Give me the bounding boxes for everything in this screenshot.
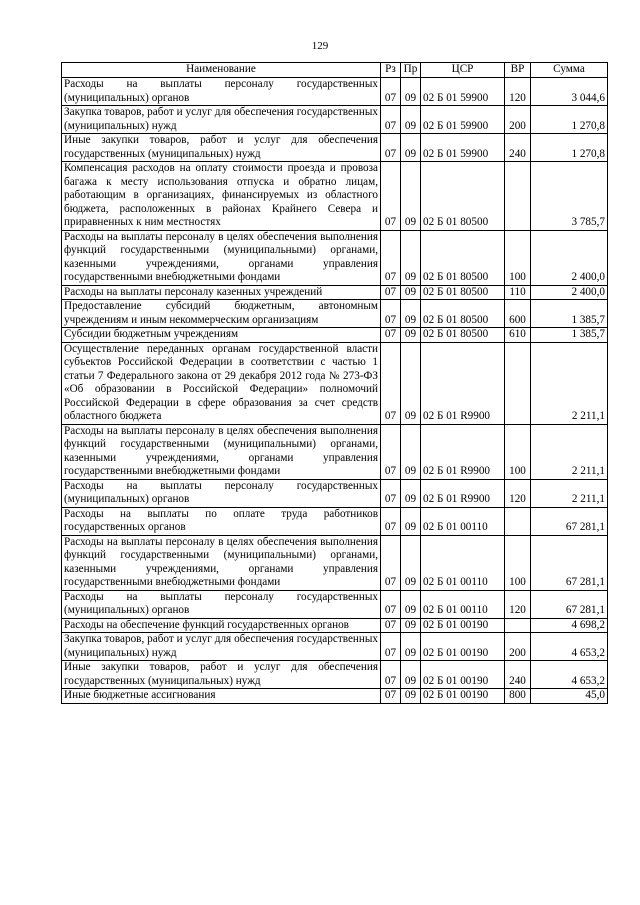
row-sum: 45,0: [531, 689, 608, 704]
row-name: Предоставление субсидий бюджетным, автономным учреждениям и иным некоммерческим организациям: [62, 300, 381, 328]
row-vr: 610: [505, 328, 531, 343]
row-rz: 07: [381, 285, 401, 300]
header-name: Наименование: [62, 63, 381, 78]
row-pr: 09: [401, 134, 421, 162]
row-pr: 09: [401, 162, 421, 231]
row-sum: 1 270,8: [531, 106, 608, 134]
header-rz: Рз: [381, 63, 401, 78]
row-name: Иные закупки товаров, работ и услуг для обеспечения государственных (муниципальных) нужд: [62, 661, 381, 689]
row-sum: 67 281,1: [531, 590, 608, 618]
row-name: Закупка товаров, работ и услуг для обеспечения государственных (муниципальных) нужд: [62, 633, 381, 661]
table-row: [62, 689, 608, 704]
row-vr: 100: [505, 424, 531, 479]
row-pr: 09: [401, 342, 421, 424]
row-csr: 02 Б 01 59900: [421, 134, 505, 162]
row-name: Расходы на выплаты персоналу государственных (муниципальных) органов: [62, 590, 381, 618]
row-vr: 120: [505, 78, 531, 106]
row-sum: 4 653,2: [531, 661, 608, 689]
row-name: Иные бюджетные ассигнования: [62, 689, 381, 704]
row-vr: 120: [505, 590, 531, 618]
table-row: [62, 618, 608, 633]
row-sum: 4 698,2: [531, 618, 608, 633]
row-csr: 02 Б 01 R9900: [421, 479, 505, 507]
row-rz: 07: [381, 618, 401, 633]
row-sum: 3 044,6: [531, 78, 608, 106]
table-row: [62, 328, 608, 343]
row-csr: 02 Б 01 00190: [421, 689, 505, 704]
table-row: [62, 300, 608, 328]
row-name: Расходы на выплаты персоналу государственных (муниципальных) органов: [62, 78, 381, 106]
row-csr: 02 Б 01 00190: [421, 633, 505, 661]
row-vr: [505, 618, 531, 633]
header-pr: Пр: [401, 63, 421, 78]
row-vr: 110: [505, 285, 531, 300]
row-csr: 02 Б 01 00110: [421, 535, 505, 590]
row-csr: 02 Б 01 00190: [421, 661, 505, 689]
header-sum: Сумма: [531, 63, 608, 78]
row-vr: [505, 162, 531, 231]
table-row: [62, 106, 608, 134]
row-vr: 240: [505, 661, 531, 689]
row-pr: 09: [401, 328, 421, 343]
row-rz: 07: [381, 300, 401, 328]
row-csr: 02 Б 01 80500: [421, 300, 505, 328]
row-name: Расходы на выплаты по оплате труда работников государственных органов: [62, 507, 381, 535]
row-vr: 120: [505, 479, 531, 507]
row-vr: 600: [505, 300, 531, 328]
table-row: [62, 479, 608, 507]
row-vr: 100: [505, 230, 531, 285]
row-name: Расходы на выплаты персоналу в целях обеспечения выполнения функций государственными (муниципальными) органами, казенными учреждениями, органами управления государственными внебюджетными фондами: [62, 535, 381, 590]
table-row: [62, 507, 608, 535]
table-row: [62, 661, 608, 689]
row-rz: 07: [381, 106, 401, 134]
table-row: [62, 342, 608, 424]
table-row: [62, 78, 608, 106]
row-pr: 09: [401, 285, 421, 300]
row-vr: 200: [505, 633, 531, 661]
row-rz: 07: [381, 479, 401, 507]
row-name: Компенсация расходов на оплату стоимости проезда и провоза багажа к месту использования отпуска и обратно лицам, работающим в организациях, финансируемых из областного бюджета, расположенных в районах Крайнего Севера и приравненных к ним местностях: [62, 162, 381, 231]
row-rz: 07: [381, 590, 401, 618]
row-name: Расходы на выплаты персоналу в целях обеспечения выполнения функций государственными (муниципальными) органами, казенными учреждениями, органами управления государственными внебюджетными фондами: [62, 230, 381, 285]
row-sum: 67 281,1: [531, 507, 608, 535]
row-sum: 2 211,1: [531, 424, 608, 479]
row-csr: 02 Б 01 R9900: [421, 424, 505, 479]
row-pr: 09: [401, 507, 421, 535]
row-vr: 800: [505, 689, 531, 704]
row-rz: 07: [381, 535, 401, 590]
row-sum: 2 400,0: [531, 285, 608, 300]
row-csr: 02 Б 01 80500: [421, 328, 505, 343]
row-csr: 02 Б 01 R9900: [421, 342, 505, 424]
table-row: [62, 424, 608, 479]
table-row: [62, 590, 608, 618]
row-pr: 09: [401, 689, 421, 704]
row-pr: 09: [401, 618, 421, 633]
row-pr: 09: [401, 535, 421, 590]
row-csr: 02 Б 01 80500: [421, 162, 505, 231]
row-name: Иные закупки товаров, работ и услуг для обеспечения государственных (муниципальных) нужд: [62, 134, 381, 162]
row-vr: [505, 342, 531, 424]
row-csr: 02 Б 01 00110: [421, 507, 505, 535]
row-pr: 09: [401, 300, 421, 328]
row-rz: 07: [381, 230, 401, 285]
row-name: Закупка товаров, работ и услуг для обеспечения государственных (муниципальных) нужд: [62, 106, 381, 134]
header-vr: ВР: [505, 63, 531, 78]
row-vr: 100: [505, 535, 531, 590]
row-sum: 2 400,0: [531, 230, 608, 285]
row-csr: 02 Б 01 59900: [421, 78, 505, 106]
row-sum: 2 211,1: [531, 479, 608, 507]
row-sum: 3 785,7: [531, 162, 608, 231]
row-csr: 02 Б 01 00190: [421, 618, 505, 633]
row-sum: 67 281,1: [531, 535, 608, 590]
row-name: Субсидии бюджетным учреждениям: [62, 328, 381, 343]
row-rz: 07: [381, 342, 401, 424]
page-number: 129: [311, 40, 329, 52]
row-csr: 02 Б 01 80500: [421, 230, 505, 285]
table-row: [62, 230, 608, 285]
row-name: Расходы на обеспечение функций государственных органов: [62, 618, 381, 633]
row-pr: 09: [401, 78, 421, 106]
row-pr: 09: [401, 479, 421, 507]
row-name: Расходы на выплаты персоналу в целях обеспечения выполнения функций государственными (муниципальными) органами, казенными учреждениями, органами управления государственными внебюджетными фондами: [62, 424, 381, 479]
row-pr: 09: [401, 661, 421, 689]
row-sum: 1 270,8: [531, 134, 608, 162]
budget-table: [61, 62, 608, 704]
row-sum: 4 653,2: [531, 633, 608, 661]
row-rz: 07: [381, 328, 401, 343]
table-row: [62, 633, 608, 661]
row-pr: 09: [401, 633, 421, 661]
row-pr: 09: [401, 424, 421, 479]
row-pr: 09: [401, 590, 421, 618]
row-sum: 1 385,7: [531, 328, 608, 343]
row-pr: 09: [401, 230, 421, 285]
row-csr: 02 Б 01 59900: [421, 106, 505, 134]
row-vr: 240: [505, 134, 531, 162]
row-sum: 2 211,1: [531, 342, 608, 424]
row-name: Осуществление переданных органам государственной власти субъектов Российской Федерации в соответствии с частью 1 статьи 7 Федерального закона от 29 декабря 2012 года № 273-ФЗ «Об образовании в Российской Федерации» полномочий Российской Федерации в сфере образования за счет средств областного бюджета: [62, 342, 381, 424]
row-csr: 02 Б 01 00110: [421, 590, 505, 618]
header-csr: ЦСР: [421, 63, 505, 78]
row-pr: 09: [401, 106, 421, 134]
row-rz: 07: [381, 633, 401, 661]
row-vr: 200: [505, 106, 531, 134]
row-rz: 07: [381, 661, 401, 689]
table-row: [62, 285, 608, 300]
row-rz: 07: [381, 78, 401, 106]
row-name: Расходы на выплаты персоналу государственных (муниципальных) органов: [62, 479, 381, 507]
row-name: Расходы на выплаты персоналу казенных учреждений: [62, 285, 381, 300]
table-header-row: [62, 63, 608, 78]
row-sum: 1 385,7: [531, 300, 608, 328]
row-rz: 07: [381, 689, 401, 704]
row-rz: 07: [381, 424, 401, 479]
table-row: [62, 134, 608, 162]
row-rz: 07: [381, 134, 401, 162]
row-rz: 07: [381, 162, 401, 231]
row-vr: [505, 507, 531, 535]
table-row: [62, 162, 608, 231]
table-row: [62, 535, 608, 590]
row-rz: 07: [381, 507, 401, 535]
row-csr: 02 Б 01 80500: [421, 285, 505, 300]
